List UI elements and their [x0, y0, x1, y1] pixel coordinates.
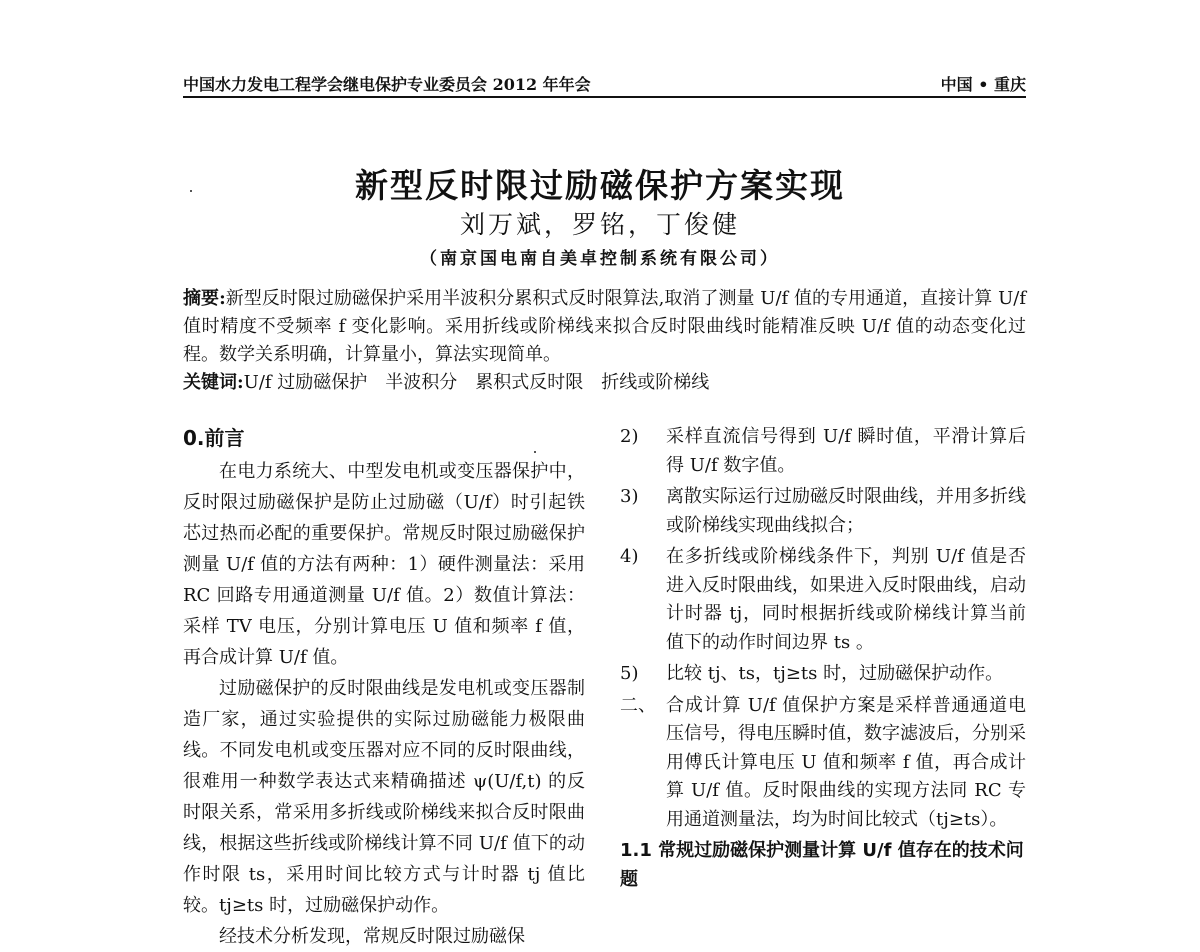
list-item-number: 二、 [620, 694, 656, 716]
list-item [620, 483, 1026, 540]
abstract [183, 285, 1026, 369]
abstract-block [183, 285, 1026, 397]
conference-location: 中国 • 重庆 [940, 75, 1026, 94]
paper-authors: 刘万斌，罗铭，丁俊健 [459, 210, 740, 239]
paragraph-3: 经技术分析发现，常规反时限过励磁保 [219, 926, 525, 947]
list-item [620, 423, 1026, 480]
list-item-number: 5) [620, 663, 639, 684]
list-item-text: 比较 tj、ts，tj≥ts 时，过励磁保护动作。 [666, 663, 1004, 684]
list-item-number: 2) [620, 426, 639, 447]
list-item [620, 660, 1026, 689]
paper-affiliation: （南京国电南自美卓控制系统有限公司） [420, 249, 780, 269]
keywords [183, 369, 1026, 397]
list-item [620, 543, 1026, 657]
abstract-text: 新型反时限过励磁保护采用半波积分累积式反时限算法,取消了测量 U/f 值的专用通道，直接计算 U/f 值时精度不受频率 f 变化影响。采用折线或阶梯线来拟合反时限曲线时能精准反映 U/f 值的动态变化过程。数学关系明确，计算量小，算法实现简单。 [183, 288, 1026, 365]
abstract-label: 摘要: [183, 288, 226, 309]
keywords-text: U/f 过励磁保护 半波积分 累积式反时限 折线或阶梯线 [243, 372, 710, 393]
paper-title: 新型反时限过励磁保护方案实现 [355, 166, 845, 205]
list-item [620, 692, 1026, 835]
list-item-text: 离散实际运行过励磁反时限曲线，并用多折线或阶梯线实现曲线拟合； [666, 486, 1026, 536]
conference-name: 中国水力发电工程学会继电保护专业委员会 2012 年年会 [183, 75, 591, 94]
left-column [183, 423, 585, 952]
scan-speck [534, 451, 536, 453]
subsection-heading: 1.1 常规过励磁保护测量计算 U/f 值存在的技术问题 [620, 840, 1024, 890]
list-item-text: 在多折线或阶梯线条件下，判别 U/f 值是否进入反时限曲线，如果进入反时限曲线，启动计时器 tj，同时根据折线或阶梯线计算当前值下的动作时间边界 ts 。 [666, 546, 1026, 653]
list-item-number: 3) [620, 486, 639, 507]
list-item-text: 采样直流信号得到 U/f 瞬时值，平滑计算后得 U/f 数字值。 [666, 426, 1026, 476]
running-header [183, 70, 1026, 98]
paragraph-2: 过励磁保护的反时限曲线是发电机或变压器制造厂家，通过实验提供的实际过励磁能力极限曲线。不同发电机或变压器对应不同的反时限曲线，很难用一种数学表达式来精确描述 ψ(U/f,t) 的反时限关系，常采用多折线或阶梯线来拟合反时限曲线，根据这些折线或阶梯线计算不同 U/f 值下的动作时限 ts，采用时间比较方式与计时器 tj 值比较。tj≥ts 时，过励磁保护动作。 [183, 678, 585, 916]
right-column [620, 423, 1026, 894]
scan-speck [190, 190, 192, 192]
list-item-text: 合成计算 U/f 值保护方案是采样普通通道电压信号，得电压瞬时值，数字滤波后，分别采用傅氏计算电压 U 值和频率 f 值，再合成计算 U/f 值。反时限曲线的实现方法同 RC 专用通道测量法，均为时间比较式（tj≥ts）。 [666, 694, 1026, 830]
paragraph-1: 在电力系统大、中型发电机或变压器保护中，反时限过励磁保护是防止过励磁（U/f）时引起铁芯过热而必配的重要保护。常规反时限过励磁保护测量 U/f 值的方法有两种：1）硬件测量法：采用 RC 回路专用通道测量 U/f 值。2）数值计算法：采样 TV 电压，分别计算电压 U 值和频率 f 值，再合成计算 U/f 值。 [183, 461, 585, 668]
list-item-number: 4) [620, 546, 639, 567]
section-heading-introduction: 0.前言 [183, 426, 245, 450]
keywords-label: 关键词: [183, 372, 244, 393]
